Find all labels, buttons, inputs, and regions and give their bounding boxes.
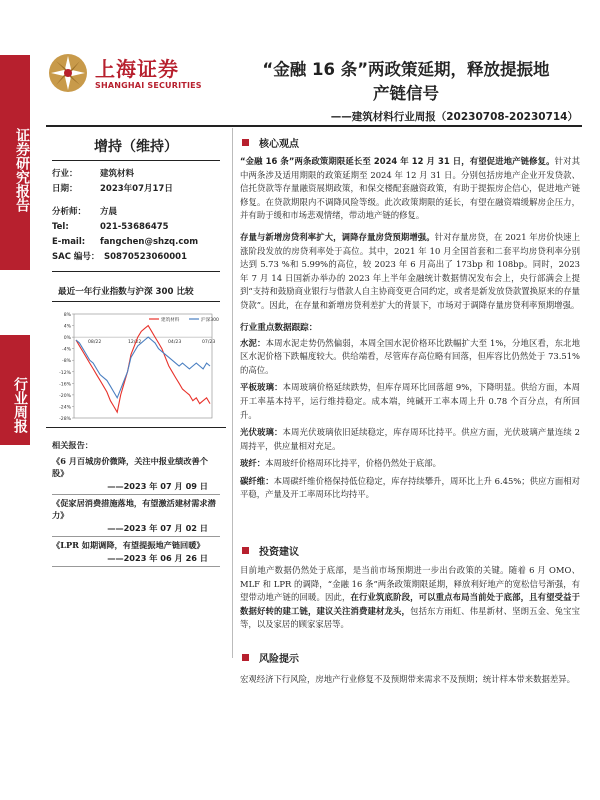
pv-glass-para: 光伏玻璃：本周光伏玻璃依旧延续稳定，库存周环比持平。供应方面，光伏玻璃产量连续 2 周持平，供应量相对充足。 (240, 427, 580, 451)
y-tick-label: 8% (63, 313, 71, 318)
x-tick-label: 07/23 (202, 340, 216, 346)
risk-section (240, 650, 580, 687)
related-reports-title: 相关报告： (46, 427, 226, 453)
date-row: 日期： 2023年07月17日 (52, 184, 173, 194)
y-tick-label: 4% (63, 324, 71, 330)
series-line-hs300 (76, 337, 210, 398)
y-tick-label: 0% (63, 336, 71, 342)
email-row: E-mail: fangchen@shzq.com (46, 235, 226, 250)
tel-row: Tel: 021-53686475 (52, 222, 169, 232)
core-heading: 核心观点 (240, 135, 580, 150)
carbon-fiber-para: 碳纤维：本周碳纤维价格保持低位稳定，库存持续攀升，周环比上升 6.45%；供应方面相对平稳，产量及开工率周环比均持平。 (240, 475, 581, 500)
sidebar (0, 0, 30, 800)
analyst-row: 分析师： 方晨 (52, 207, 118, 217)
x-tick-label: 08/22 (88, 340, 102, 346)
x-tick-label: 12/22 (128, 340, 142, 346)
y-tick-label: -24% (59, 405, 71, 411)
sidebar-report-type: 证券研究报告 (0, 55, 30, 270)
risk-heading: 风险提示 (240, 650, 580, 665)
y-tick-label: -12% (59, 370, 71, 376)
tracking-heading: 行业重点数据跟踪： (240, 322, 318, 333)
report-title-line2: 产链信号 (373, 84, 439, 103)
glass-para: 平板玻璃：本周玻璃价格延续跌势，但库存周环比回落超 9%，下降明显。供给方面，本周开工率基本持平，运行维持稳定。成本端，纯碱开工率本周上升 0.78 个百分点，有所回升。 (240, 382, 580, 420)
industry-row: 行业： 建筑材料 (52, 169, 135, 179)
investment-heading: 投资建议 (240, 543, 580, 558)
related-report-1[interactable]: 《6 月百城房价微降，关注中报业绩改善个股》 ——2023 年 07 月 09 日 (46, 453, 226, 495)
section-marker-icon (242, 654, 249, 661)
report-subtitle: ——建筑材料行业周报（20230708-20230714） (330, 111, 578, 123)
investment-para: 目前地产数据仍然处于底部，是当前市场预期进一步出台政策的关键。随着 6 月 OMO、MLF 和 LPR 的调降，“金融 16 条”两条政策期限延期，释放利好地产的宽松信号渐强，有望带动地产链的回暖。因此，在行业筑底阶段，可以重点布局当前处于底部，且有望受益于数据好转的建工链，建议关注消费建材龙头，包括东方雨虹、伟星新材、坚朗五金、兔宝宝等，以及家居的顾家家居等。 (240, 565, 581, 630)
main-content (240, 135, 580, 502)
y-tick-label: -20% (59, 393, 71, 399)
legend-label: 建筑材料 (161, 318, 180, 323)
y-tick-label: -28% (59, 417, 71, 421)
rating: 增持（维持） (52, 130, 220, 161)
logo-icon (47, 52, 89, 94)
section-marker-icon (242, 139, 249, 146)
core-para-2: 存量与新增房贷利率扩大，调降存量房贷预期增强。针对存量房贷，在 2021 年房价快速上涨阶段发放的房贷利率处于高位。其中，2021 年 10 月全国首套和二套平均房贷利率分别达到 5.73 %和 5.99%的高位，较 2023 年 6 月高出了 173bp 和 108bp。同时，2023 年 7 月 14 日国新办举办的 2023 年上半年金融统计数据情况发布会上，央行部满会上提到“支持和鼓励商业银行与借款人自主协商变更合同约定，或者是新发放贷款置换原来的存量贷款”。因此，在存量和新增房贷利差扩大的背景下，市场对于调降存量房贷利率预期增强。 (240, 231, 580, 310)
report-title (232, 58, 580, 106)
y-tick-label: -16% (59, 382, 71, 388)
x-tick-label: 04/23 (168, 340, 182, 346)
y-tick-label: -4% (62, 347, 71, 353)
fiber-para: 玻纤：本周玻纤价格周环比持平，价格仍然处于底部。 (240, 458, 441, 469)
column-divider (232, 128, 233, 658)
related-report-2[interactable]: 《促家居消费措施落地，有望激活建材需求潜力》 ——2023 年 07 月 02 日 (46, 495, 226, 537)
report-title-line1: “金融 16 条”两政策延期，释放提振地 (262, 60, 550, 79)
index-comparison-chart (52, 306, 220, 421)
y-tick-label: -8% (62, 359, 71, 365)
email-link[interactable]: fangchen@shzq.com (100, 237, 199, 247)
info-panel (46, 130, 226, 567)
related-report-3[interactable]: 《LPR 如期调降，有望提振地产链回暖》 ——2023 年 06 月 26 日 (46, 537, 226, 567)
core-para-1: “金融 16 条”两条政策期限延长至 2024 年 12 月 31 日，有望促进地产链修复。针对其中两条涉及适用期限的政策延期至 2024 年 12 月 31 日。分别包括房地产企业开发贷款、信托贷款等存量融资展期政策，和保交楼配套融资政策，有助于提振房企信心，促进地产链修复。在贷款期限内不调降风险等级。此次政策期限的延长，有望在融资端缓解房企压力，并有助于缓和市场悲观情绪，带动地产链的修复。 (240, 156, 581, 221)
section-marker-icon (242, 547, 249, 554)
sidebar-report-category: 行业周报 (0, 335, 30, 445)
cement-para: 水泥：本周水泥走势仍然偏弱，本周全国水泥价格环比跌幅扩大至 1%，分地区看，东北地区水泥价格下跌幅度较大。供给端看，尽管库存高位略有回落，但库容比仍然处于 73.51%的高位。 (240, 337, 580, 375)
legend-label: 沪深300 (201, 318, 219, 323)
header-divider (46, 125, 582, 127)
sac-row: SAC 编号： S0870523060001 (52, 252, 188, 262)
logo-name-cn: 上海证券 (95, 56, 179, 81)
risk-para: 宏观经济下行风险，房地产行业修复不及预期带来需求不及预期；统计样本带来数据差异。 (240, 674, 575, 684)
chart-svg (52, 306, 220, 421)
investment-section (240, 543, 580, 632)
logo-name-en: SHANGHAI SECURITIES (95, 80, 202, 90)
chart-title: 最近一年行业指数与沪深 300 比较 (52, 271, 220, 302)
company-logo (47, 50, 217, 96)
